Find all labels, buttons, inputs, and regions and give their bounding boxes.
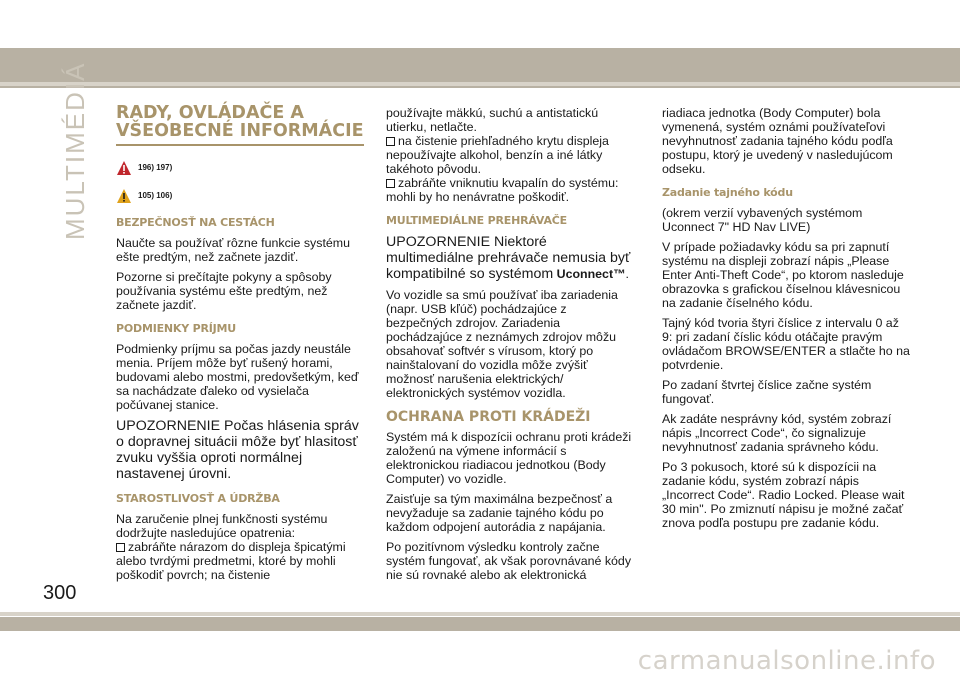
warning-yellow-refs: 105) 106)	[138, 191, 173, 200]
checkbox-bullet-icon	[116, 543, 125, 552]
warning-red-row	[116, 158, 366, 178]
warning-yellow-triangle-icon	[116, 188, 132, 204]
heading-enter-code: Zadanie tajného kódu	[662, 186, 793, 199]
paragraph: (okrem verzií vybavených systémom Uconnect 7" HD Nav LIVE)	[662, 206, 863, 234]
heading-media-players: MULTIMEDIÁLNE PREHRÁVAČE	[386, 214, 567, 227]
section-title: RADY, OVLÁDAČE A VŠEOBECNÉ INFORMÁCIE	[116, 103, 364, 141]
paragraph: Naučte sa používať rôzne funkcie systému ešte predtým, než začnete jazdiť.	[116, 236, 350, 264]
section-side-label: MULTIMÉDIÁ	[60, 61, 90, 240]
column-1	[116, 104, 366, 588]
paragraph: Na zaručenie plnej funkčnosti systému dodržujte nasledujúce opatrenia:	[116, 512, 328, 540]
checkbox-bullet-icon	[386, 137, 395, 146]
paragraph: Pozorne si prečítajte pokyny a spôsoby používania systému ešte predtým, než začnete jazdiť.	[116, 270, 332, 312]
paragraph	[386, 234, 636, 282]
paragraph: Systém má k dispozícii ochranu proti krádeži založenú na výmene informácií s elektronickou riadiacou jednotkou (Body Computer) vo vozidle.	[386, 430, 632, 486]
checkbox-bullet-icon	[386, 179, 395, 188]
bullet-item	[386, 134, 636, 176]
heading-reception: PODMIENKY PRÍJMU	[116, 322, 237, 335]
top-band-line	[0, 82, 960, 86]
paragraph: používajte mäkkú, suchú a antistatickú utierku, netlačte.	[386, 106, 599, 134]
paragraph: Po 3 pokusoch, ktoré sú k dispozícii na zadanie kódu, systém zobrazí nápis „Incorrect Code“. Radio Locked. Please wait 30 min". Po zmiznutí nápisu je možné začať znova podľa postupu pre zadanie kódu.	[662, 460, 905, 530]
warning-red-triangle-icon	[116, 160, 132, 176]
paragraph: V prípade požiadavky kódu sa pri zapnutí systému na displeji zobrazí nápis „Please Enter Anti-Theft Code“, po ktorom nasleduje obrazovka s grafickou číselnou klávesnicou na zadanie číselného kódu.	[662, 240, 904, 310]
paragraph: Podmienky príjmu sa počas jazdy neustále menia. Príjem môže byť rušený horami, budovami alebo mostmi, predovšetkým, keď sa nachádzate ďaleko od vysielača počúvanej stanice.	[116, 342, 359, 412]
brand-name: Uconnect™	[556, 267, 626, 281]
paragraph: Po zadaní štvrtej číslice začne systém fungovať.	[662, 378, 872, 406]
paragraph: Vo vozidle sa smú používať iba zariadenia (napr. USB kľúč) pochádzajúce z bezpečných zdrojov. Zariadenia pochádzajúce z neznámych zdrojov môžu obsahovať softvér s vírusom, ktorý po nainštalovaní do vozidla môže zvýšiť možnosť narušenia elektrických/ elektronických systémov vozidla.	[386, 288, 618, 400]
bullet-text: na čistenie priehľadného krytu displeja nepoužívajte alkohol, benzín a iné látky takéhoto pôvodu.	[386, 134, 609, 176]
paragraph: Ak zadáte nesprávny kód, systém zobrazí nápis „Incorrect Code“, čo signalizuje nevyhnutnosť zadania správneho kódu.	[662, 412, 892, 454]
bullet-text: zabráňte vniknutiu kvapalín do systému: mohli by ho nenávratne poškodiť.	[386, 176, 619, 204]
column-2	[386, 106, 636, 588]
paragraph: riadiaca jednotka (Body Computer) bola vymenená, systém oznámi používateľovi nevyhnutnosť zadania tajného kódu podľa postupu, ktorý je uvedený v nasledujúcom odseku.	[662, 106, 893, 176]
warning-red-refs: 196) 197)	[138, 163, 173, 172]
bottom-band	[0, 617, 960, 631]
bullet-item	[386, 176, 636, 204]
punctuation: .	[625, 267, 629, 281]
heading-care: STAROSTLIVOSŤ A ÚDRŽBA	[116, 492, 280, 505]
column-3	[662, 106, 912, 536]
paragraph-warning: UPOZORNENIE Počas hlásenia správ o dopravnej situácii môže byť hlasitosť zvuku vyššia oproti normálnej nastavenej úrovni.	[116, 418, 359, 482]
title-rule	[116, 144, 364, 146]
paragraph-text: UPOZORNENIE Niektoré multimediálne prehrávače nemusia byť kompatibilné so systémom	[386, 234, 631, 282]
bottom-band-line	[0, 612, 960, 616]
bullet-text: zabráňte nárazom do displeja špicatými alebo tvrdými predmetmi, ktoré by mohli poškodiť povrch; na čistenie	[116, 540, 346, 582]
footer-watermark: carmanualsonline.info	[637, 646, 936, 676]
paragraph: Zaisťuje sa tým maximálna bezpečnosť a nevyžaduje sa zadanie tajného kódu po každom odpojení autorádia z napájania.	[386, 492, 613, 534]
heading-road-safety: BEZPEČNOSŤ NA CESTÁCH	[116, 216, 275, 229]
warning-yellow-row	[116, 186, 366, 206]
paragraph: Tajný kód tvoria štyri číslice z intervalu 0 až 9: pri zadaní číslic kódu otáčajte pravým ovládačom BROWSE/ENTER a stlačte ho na potvrdenie.	[662, 316, 910, 372]
paragraph: Po pozitívnom výsledku kontroly začne systém fungovať, ak však porovnávané kódy nie sú rovnaké alebo ak elektronická	[386, 540, 632, 582]
page-number: 300	[43, 582, 77, 604]
bullet-item	[116, 540, 366, 582]
heading-anti-theft: OCHRANA PROTI KRÁDEŽI	[386, 409, 591, 425]
